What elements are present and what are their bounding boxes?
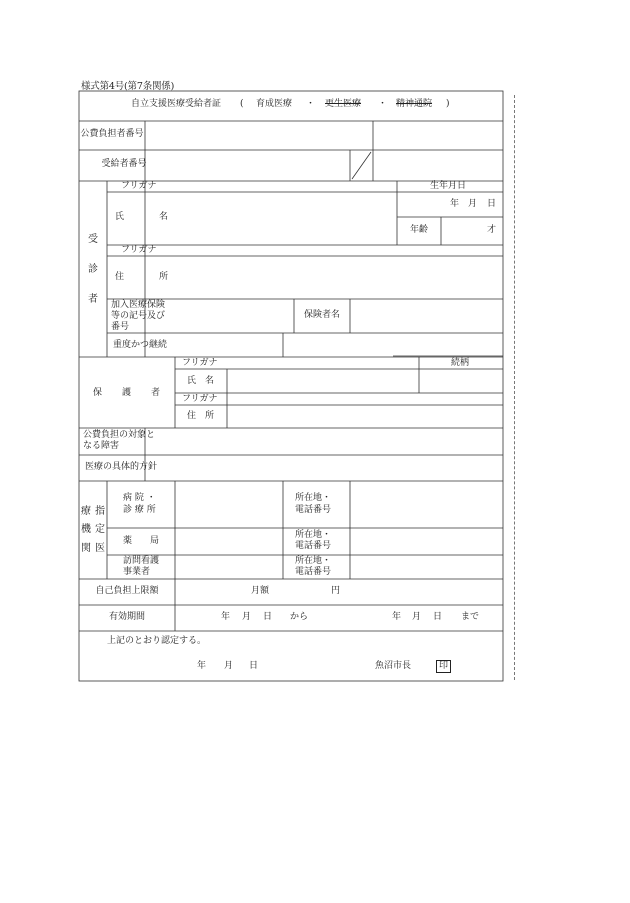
- relationship-label: 続柄: [451, 358, 470, 368]
- mayor-label: 魚沼市長: [375, 661, 412, 671]
- title-type-ikusei: 育成医療: [256, 99, 293, 109]
- name-label-2: 名: [159, 212, 169, 222]
- pharmacy-location-label-1: 所在地・: [295, 530, 332, 540]
- validity-from-text: から: [290, 612, 309, 622]
- title-dot-1: ・: [306, 99, 316, 109]
- treatment-policy-label: 医療の具体的方針: [85, 462, 158, 472]
- insurance-label-1: 加入医療保険: [111, 300, 166, 310]
- title-type-kousei: 更生医療: [325, 99, 362, 109]
- kouhi-number-label: 公費負担者番号: [80, 129, 144, 139]
- address-label-1: 住: [115, 272, 125, 282]
- birth-year-unit: 年: [450, 199, 460, 209]
- guardian-section-char-1: 保: [93, 388, 103, 398]
- guardian-furigana-label-2: フリガナ: [182, 394, 218, 404]
- institution-col1-char-2: 機: [81, 524, 91, 535]
- title-paren-open: (: [240, 99, 244, 109]
- title-type-seishin: 精神通院: [396, 99, 433, 109]
- birth-month-unit: 月: [468, 199, 478, 209]
- form-number-label: 様式第4号(第7条関係): [81, 81, 175, 92]
- name-label-1: 氏: [115, 212, 125, 222]
- monthly-label: 月額: [251, 586, 270, 596]
- disability-label-2: なる障害: [83, 441, 120, 451]
- guardian-section-char-3: 者: [151, 388, 161, 398]
- insurance-label-2: 等の記号及び: [111, 311, 166, 321]
- validity-from-day: 日: [263, 612, 273, 622]
- nursing-label-2: 事業者: [123, 567, 151, 577]
- certify-day: 日: [249, 661, 259, 671]
- disability-label-1: 公費負担の対象と: [83, 430, 156, 440]
- validity-from-year: 年: [221, 612, 231, 622]
- certify-month: 月: [224, 661, 234, 671]
- hospital-label-2: 診 療 所: [123, 505, 156, 515]
- recipient-furigana-label: フリガナ: [121, 181, 157, 191]
- institution-col1-char-1: 療: [81, 506, 91, 517]
- seal-mark: [436, 660, 451, 673]
- birthdate-label: 生年月日: [430, 181, 467, 191]
- nursing-location-label-1: 所在地・: [295, 556, 332, 566]
- institution-col2-char-2: 定: [95, 524, 105, 535]
- recipient-section-char-1: 受: [88, 234, 98, 245]
- validity-to-month: 月: [412, 612, 422, 622]
- institution-col2-char-3: 医: [95, 543, 105, 554]
- pharmacy-location-label-2: 電話番号: [295, 541, 332, 551]
- institution-col2-char-1: 指: [95, 506, 105, 517]
- nursing-location-label-2: 電話番号: [295, 567, 332, 577]
- age-label: 年齢: [410, 225, 429, 235]
- address-label-2: 所: [159, 272, 169, 282]
- nursing-label-1: 訪問看護: [123, 556, 160, 566]
- guardian-furigana-label: フリガナ: [182, 358, 218, 368]
- guardian-section-char-2: 護: [122, 388, 132, 398]
- jukyu-number-label: 受給者番号: [101, 159, 147, 169]
- validity-label: 有効期間: [108, 612, 146, 622]
- recipient-section-char-2: 診: [88, 264, 98, 275]
- severe-continuous-label: 重度かつ継続: [113, 340, 168, 350]
- institution-col1-char-3: 関: [81, 543, 91, 554]
- validity-to-day: 日: [433, 612, 443, 622]
- seal-icon: 印: [436, 660, 451, 673]
- birth-day-unit: 日: [487, 199, 497, 209]
- certification-text: 上記のとおり認定する。: [107, 636, 207, 646]
- validity-to-year: 年: [392, 612, 402, 622]
- hospital-location-label-2: 電話番号: [295, 505, 332, 515]
- title-dot-2: ・: [378, 99, 388, 109]
- recipient-section-char-3: 者: [88, 294, 98, 305]
- recipient-furigana-label-2: フリガナ: [121, 245, 157, 255]
- guardian-address-label: 住 所: [187, 411, 215, 421]
- title-paren-close: ): [446, 99, 450, 109]
- self-pay-limit-label: 自己負担上限額: [95, 586, 159, 596]
- age-unit: 才: [487, 225, 497, 235]
- insurance-label-3: 番号: [111, 322, 130, 332]
- certify-year: 年: [197, 661, 207, 671]
- yen-label: 円: [331, 586, 341, 596]
- hospital-location-label-1: 所在地・: [295, 493, 332, 503]
- insurer-name-label: 保険者名: [304, 310, 341, 320]
- hospital-label-1: 病 院 ・: [123, 493, 156, 503]
- guardian-name-label: 氏 名: [187, 376, 215, 386]
- title-main: 自立支援医療受給者証: [131, 99, 222, 109]
- validity-to-text: まで: [461, 612, 480, 622]
- pharmacy-label: 薬 局: [123, 536, 160, 546]
- validity-from-month: 月: [242, 612, 252, 622]
